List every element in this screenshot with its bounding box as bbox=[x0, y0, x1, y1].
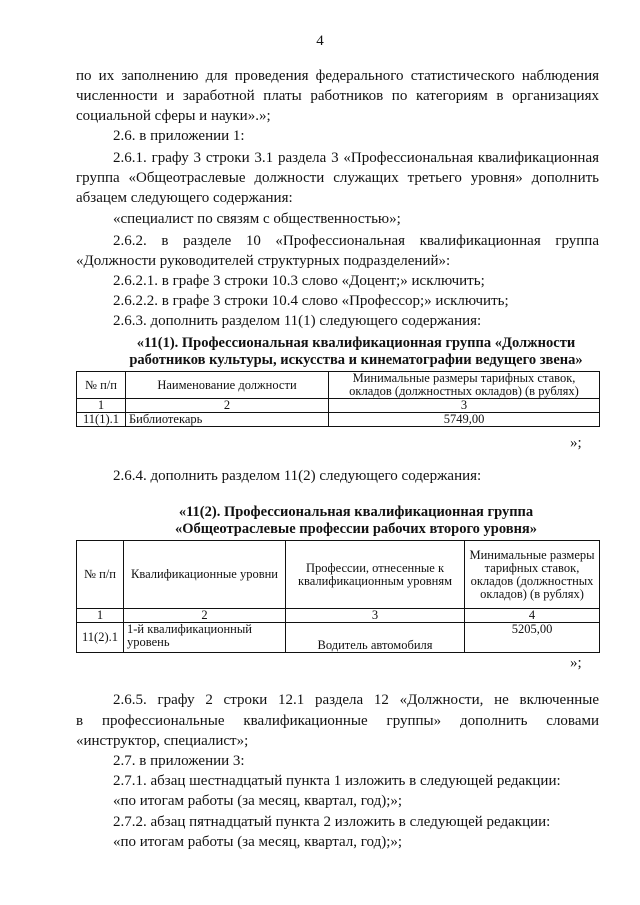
row-salary: 5205,00 bbox=[465, 623, 600, 653]
col-number: 3 bbox=[329, 399, 600, 413]
paragraph-line: группа «Общеотраслевые должности служащих третьего уровня» дополнить bbox=[76, 170, 599, 186]
header-professions: Профессии, отнесенные к квалификационным уровням bbox=[286, 541, 465, 609]
col-number: 1 bbox=[77, 609, 124, 623]
header-salary: Минимальные размеры тарифных ставок, окладов (должностных окладов) (в рублях) bbox=[329, 372, 600, 399]
header-number: № п/п bbox=[77, 372, 126, 399]
paragraph-2-7: 2.7. в приложении 3: bbox=[113, 753, 245, 769]
header-position: Наименование должности bbox=[126, 372, 329, 399]
paragraph-2-7-1-quote: «по итогам работы (за месяц, квартал, год);»; bbox=[113, 793, 403, 809]
col-number: 2 bbox=[124, 609, 286, 623]
paragraph-2-7-1: 2.7.1. абзац шестнадцатый пункта 1 изложить в следующей редакции: bbox=[113, 773, 561, 789]
section-11-1-heading-line2: работников культуры, искусства и кинематографии ведущего звена» bbox=[129, 352, 583, 368]
paragraph-2-6-4: 2.6.4. дополнить разделом 11(2) следующего содержания: bbox=[113, 468, 482, 484]
table-header-row bbox=[77, 541, 600, 609]
table-row bbox=[77, 413, 600, 427]
table-row bbox=[77, 623, 600, 653]
row-profession: Водитель автомобиля bbox=[286, 623, 465, 653]
page-number: 4 bbox=[316, 33, 324, 49]
paragraph-2-6-5: 2.6.5. графу 2 строки 12.1 раздела 12 «Должности, не включенные bbox=[113, 692, 599, 708]
paragraph-line: «инструктор, специалист»; bbox=[76, 733, 249, 749]
header-number: № п/п bbox=[77, 541, 124, 609]
table-section-11-2 bbox=[76, 540, 600, 653]
table-numbering-row bbox=[77, 609, 600, 623]
paragraph-2-6-2: 2.6.2. в разделе 10 «Профессиональная квалификационная группа bbox=[113, 233, 599, 249]
col-number: 3 bbox=[286, 609, 465, 623]
row-salary: 5749,00 bbox=[329, 413, 600, 427]
paragraph-line: в профессиональные квалификационные группы» дополнить словами bbox=[76, 713, 599, 729]
paragraph-2-7-2: 2.7.2. абзац пятнадцатый пункта 2 изложить в следующей редакции: bbox=[113, 814, 551, 830]
paragraph-2-6-1: 2.6.1. графу 3 строки 3.1 раздела 3 «Профессиональная квалификационная bbox=[113, 150, 599, 166]
paragraph-2-6-2-2: 2.6.2.2. в графе 3 строки 10.4 слово «Профессор;» исключить; bbox=[113, 293, 509, 309]
paragraph-2-6-2-1: 2.6.2.1. в графе 3 строки 10.3 слово «Доцент;» исключить; bbox=[113, 273, 485, 289]
col-number: 4 bbox=[465, 609, 600, 623]
header-levels: Квалификационные уровни bbox=[124, 541, 286, 609]
paragraph-line: численности и заработной платы работников по категориям в организациях bbox=[76, 88, 599, 104]
paragraph-line: по их заполнению для проведения федерального статистического наблюдения bbox=[76, 68, 599, 84]
paragraph-2-6-3: 2.6.3. дополнить разделом 11(1) следующего содержания: bbox=[113, 313, 482, 329]
section-11-2-heading: «11(2). Профессиональная квалификационная группа bbox=[178, 504, 534, 520]
section-11-2-heading-line2: «Общеотраслевые профессии рабочих второго уровня» bbox=[174, 521, 538, 537]
paragraph-2-7-2-quote: «по итогам работы (за месяц, квартал, год);»; bbox=[113, 834, 403, 850]
paragraph-line: социальной сферы и науки».»; bbox=[76, 108, 271, 124]
paragraph-line: абзацем следующего содержания: bbox=[76, 190, 293, 206]
table-header-row bbox=[77, 372, 600, 399]
table-section-11-1 bbox=[76, 371, 600, 427]
row-code: 11(1).1 bbox=[77, 413, 126, 427]
section-11-1-closing: »; bbox=[570, 435, 582, 451]
header-salary: Минимальные размеры тарифных ставок, окладов (должностных окладов) (в рублях) bbox=[465, 541, 600, 609]
col-number: 1 bbox=[77, 399, 126, 413]
section-11-2-closing: »; bbox=[570, 655, 582, 671]
table-numbering-row bbox=[77, 399, 600, 413]
quote-specialist: «специалист по связям с общественностью»; bbox=[113, 211, 401, 227]
paragraph-2-6: 2.6. в приложении 1: bbox=[113, 128, 245, 144]
paragraph-line: «Должности руководителей структурных подразделений»: bbox=[76, 253, 451, 269]
row-level: 1-й квалификационный уровень bbox=[124, 623, 286, 653]
row-code: 11(2).1 bbox=[77, 623, 124, 653]
row-position: Библиотекарь bbox=[126, 413, 329, 427]
section-11-1-heading: «11(1). Профессиональная квалификационная группа «Должности bbox=[136, 335, 576, 351]
col-number: 2 bbox=[126, 399, 329, 413]
